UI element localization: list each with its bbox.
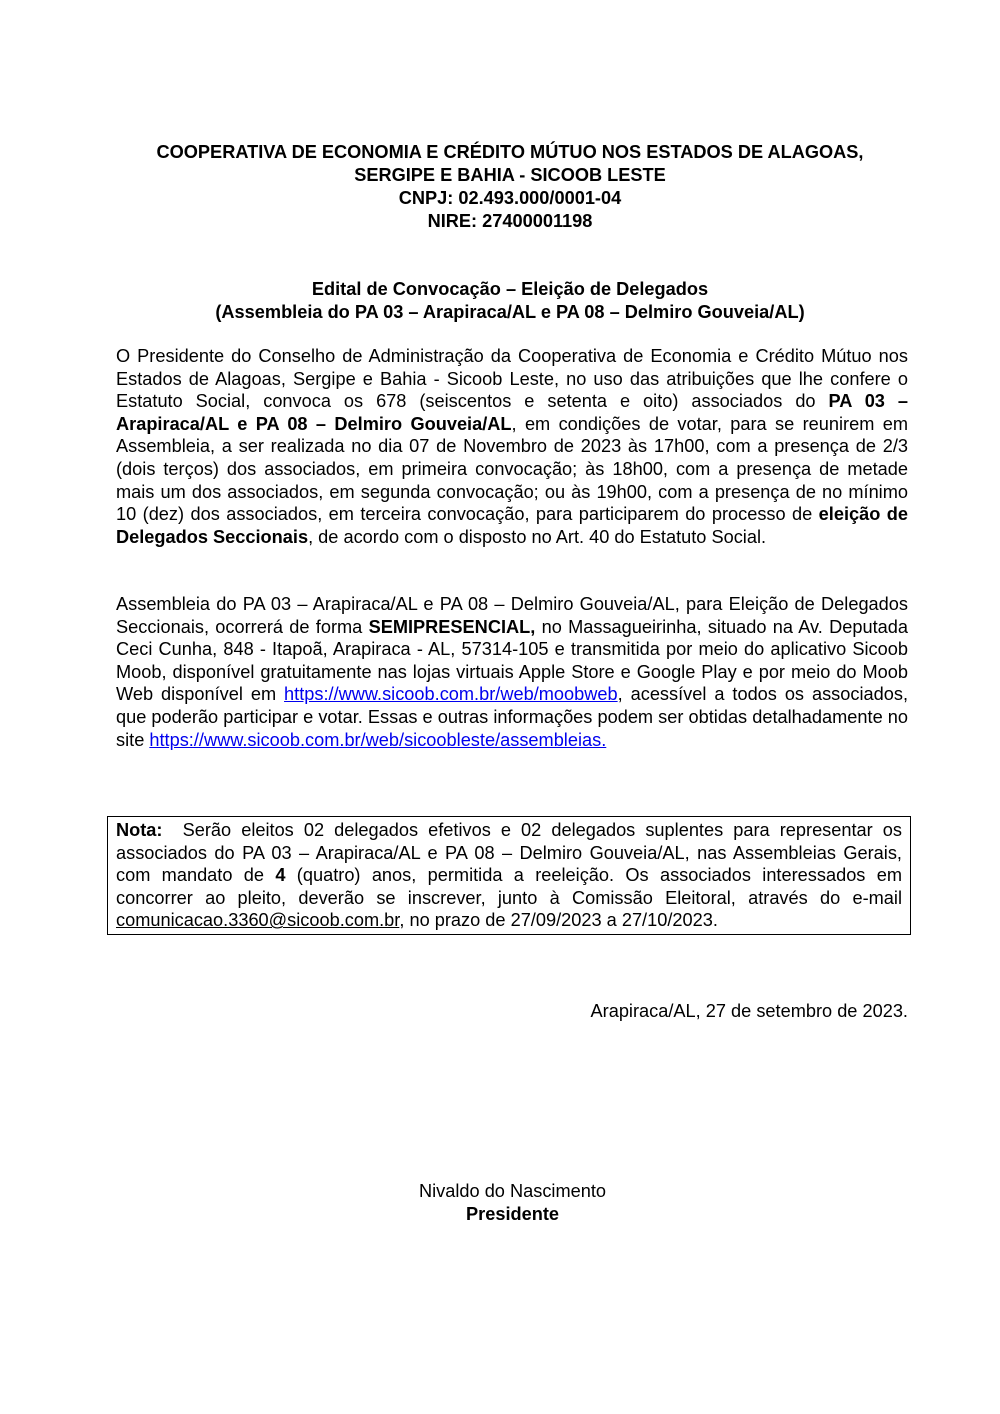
title-line1: Edital de Convocação – Eleição de Delegados: [311, 279, 709, 299]
paragraph2-text-3: , acessível a todos os associados, que poderão participar e votar. Essas e outras informações podem ser obtidas detalhadamente no site: [116, 684, 909, 750]
email-link[interactable]: comunicacao.3360@sicoob.com.br: [116, 910, 400, 931]
paragraph2-text-1: Assembleia do PA 03 – Arapiraca/AL e PA 08 – Delmiro Gouveia/AL, para Eleição de Delegados Seccionais, ocorrerá de forma: [116, 594, 908, 637]
signatory-name: Nivaldo do Nascimento: [418, 1181, 607, 1201]
note-label: Nota:: [116, 820, 163, 840]
note-text-1: Serão eleitos 02 delegados efetivos e 02 delegados suplentes para representar os associados do PA 03 – Arapiraca/AL e PA 08 – Delmiro Gouveia/AL, nas Assembleias Gerais, com mandato de: [116, 820, 908, 886]
signatory-role: Presidente: [466, 1204, 559, 1224]
document-header: [100, 141, 920, 233]
assembly-details-paragraph: [116, 593, 908, 751]
paragraph1-bold-election: eleição de Delegados Seccionais: [116, 504, 908, 547]
header-cnpj: CNPJ: 02.493.000/0001-04: [398, 188, 622, 208]
moobweb-link[interactable]: https://www.sicoob.com.br/web/moobweb: [284, 684, 618, 705]
note-bold-term: 4: [275, 865, 286, 886]
place-date: Arapiraca/AL, 27 de setembro de 2023.: [590, 1001, 908, 1021]
paragraph1-text-1: O Presidente do Conselho de Administração da Cooperativa de Economia e Crédito Mútuo nos Estados de Alagoas, Sergipe e Bahia - Sicoob Leste, no uso das atribuições que lhe confere o Estatuto Social, convoca os 678 (seiscentos e setenta e oito) associados do: [116, 346, 908, 412]
paragraph2-bold-semipresencial: SEMIPRESENCIAL,: [368, 616, 536, 637]
assembleias-link[interactable]: https://www.sicoob.com.br/web/sicoobleste/assembleias.: [149, 729, 607, 750]
header-org-name-line2: SERGIPE E BAHIA - SICOOB LESTE: [354, 165, 666, 185]
paragraph1-text-2: , em condições de votar, para se reunirem em Assembleia, a ser realizada no dia 07 de Novembro de 2023 às 17h00, com a presença de 2/3 (dois terços) dos associados, em primeira convocação; às 18h00, com a presença de metade mais um dos associados, em segunda convocação; ou às 19h00, com a presença de no mínimo 10 (dez) dos associados, em terceira convocação, para participarem do processo de: [116, 413, 908, 525]
note-text-3: , no prazo de 27/09/2023 a 27/10/2023.: [399, 910, 718, 931]
header-nire: NIRE: 27400001198: [427, 211, 593, 231]
note-box: [107, 816, 911, 935]
paragraph2-text-2: no Massagueirinha, situado na Av. Deputada Ceci Cunha, 848 - Itapoã, Arapiraca - AL, 57314-105 e transmitida por meio do aplicativo Sicoob Moob, disponível gratuitamente nas lojas virtuais Apple Store e Google Play e por meio do Moob Web disponível em: [116, 616, 908, 705]
paragraph1-bold-pa: PA 03 – Arapiraca/AL e PA 08 – Delmiro Gouveia/AL: [116, 391, 908, 434]
title-line2: (Assembleia do PA 03 – Arapiraca/AL e PA 08 – Delmiro Gouveia/AL): [215, 302, 805, 322]
document-title: [100, 278, 920, 324]
header-org-name-line1: COOPERATIVA DE ECONOMIA E CRÉDITO MÚTUO NOS ESTADOS DE ALAGOAS,: [156, 142, 864, 162]
signature-block: [400, 1180, 625, 1226]
paragraph1-text-3: , de acordo com o disposto no Art. 40 do Estatuto Social.: [308, 526, 767, 547]
convocation-paragraph: [116, 345, 908, 548]
note-text-2: (quatro) anos, permitida a reeleição. Os associados interessados em concorrer ao pleito, deverão se inscrever, junto à Comissão Eleitoral, através do e-mail: [116, 865, 902, 908]
